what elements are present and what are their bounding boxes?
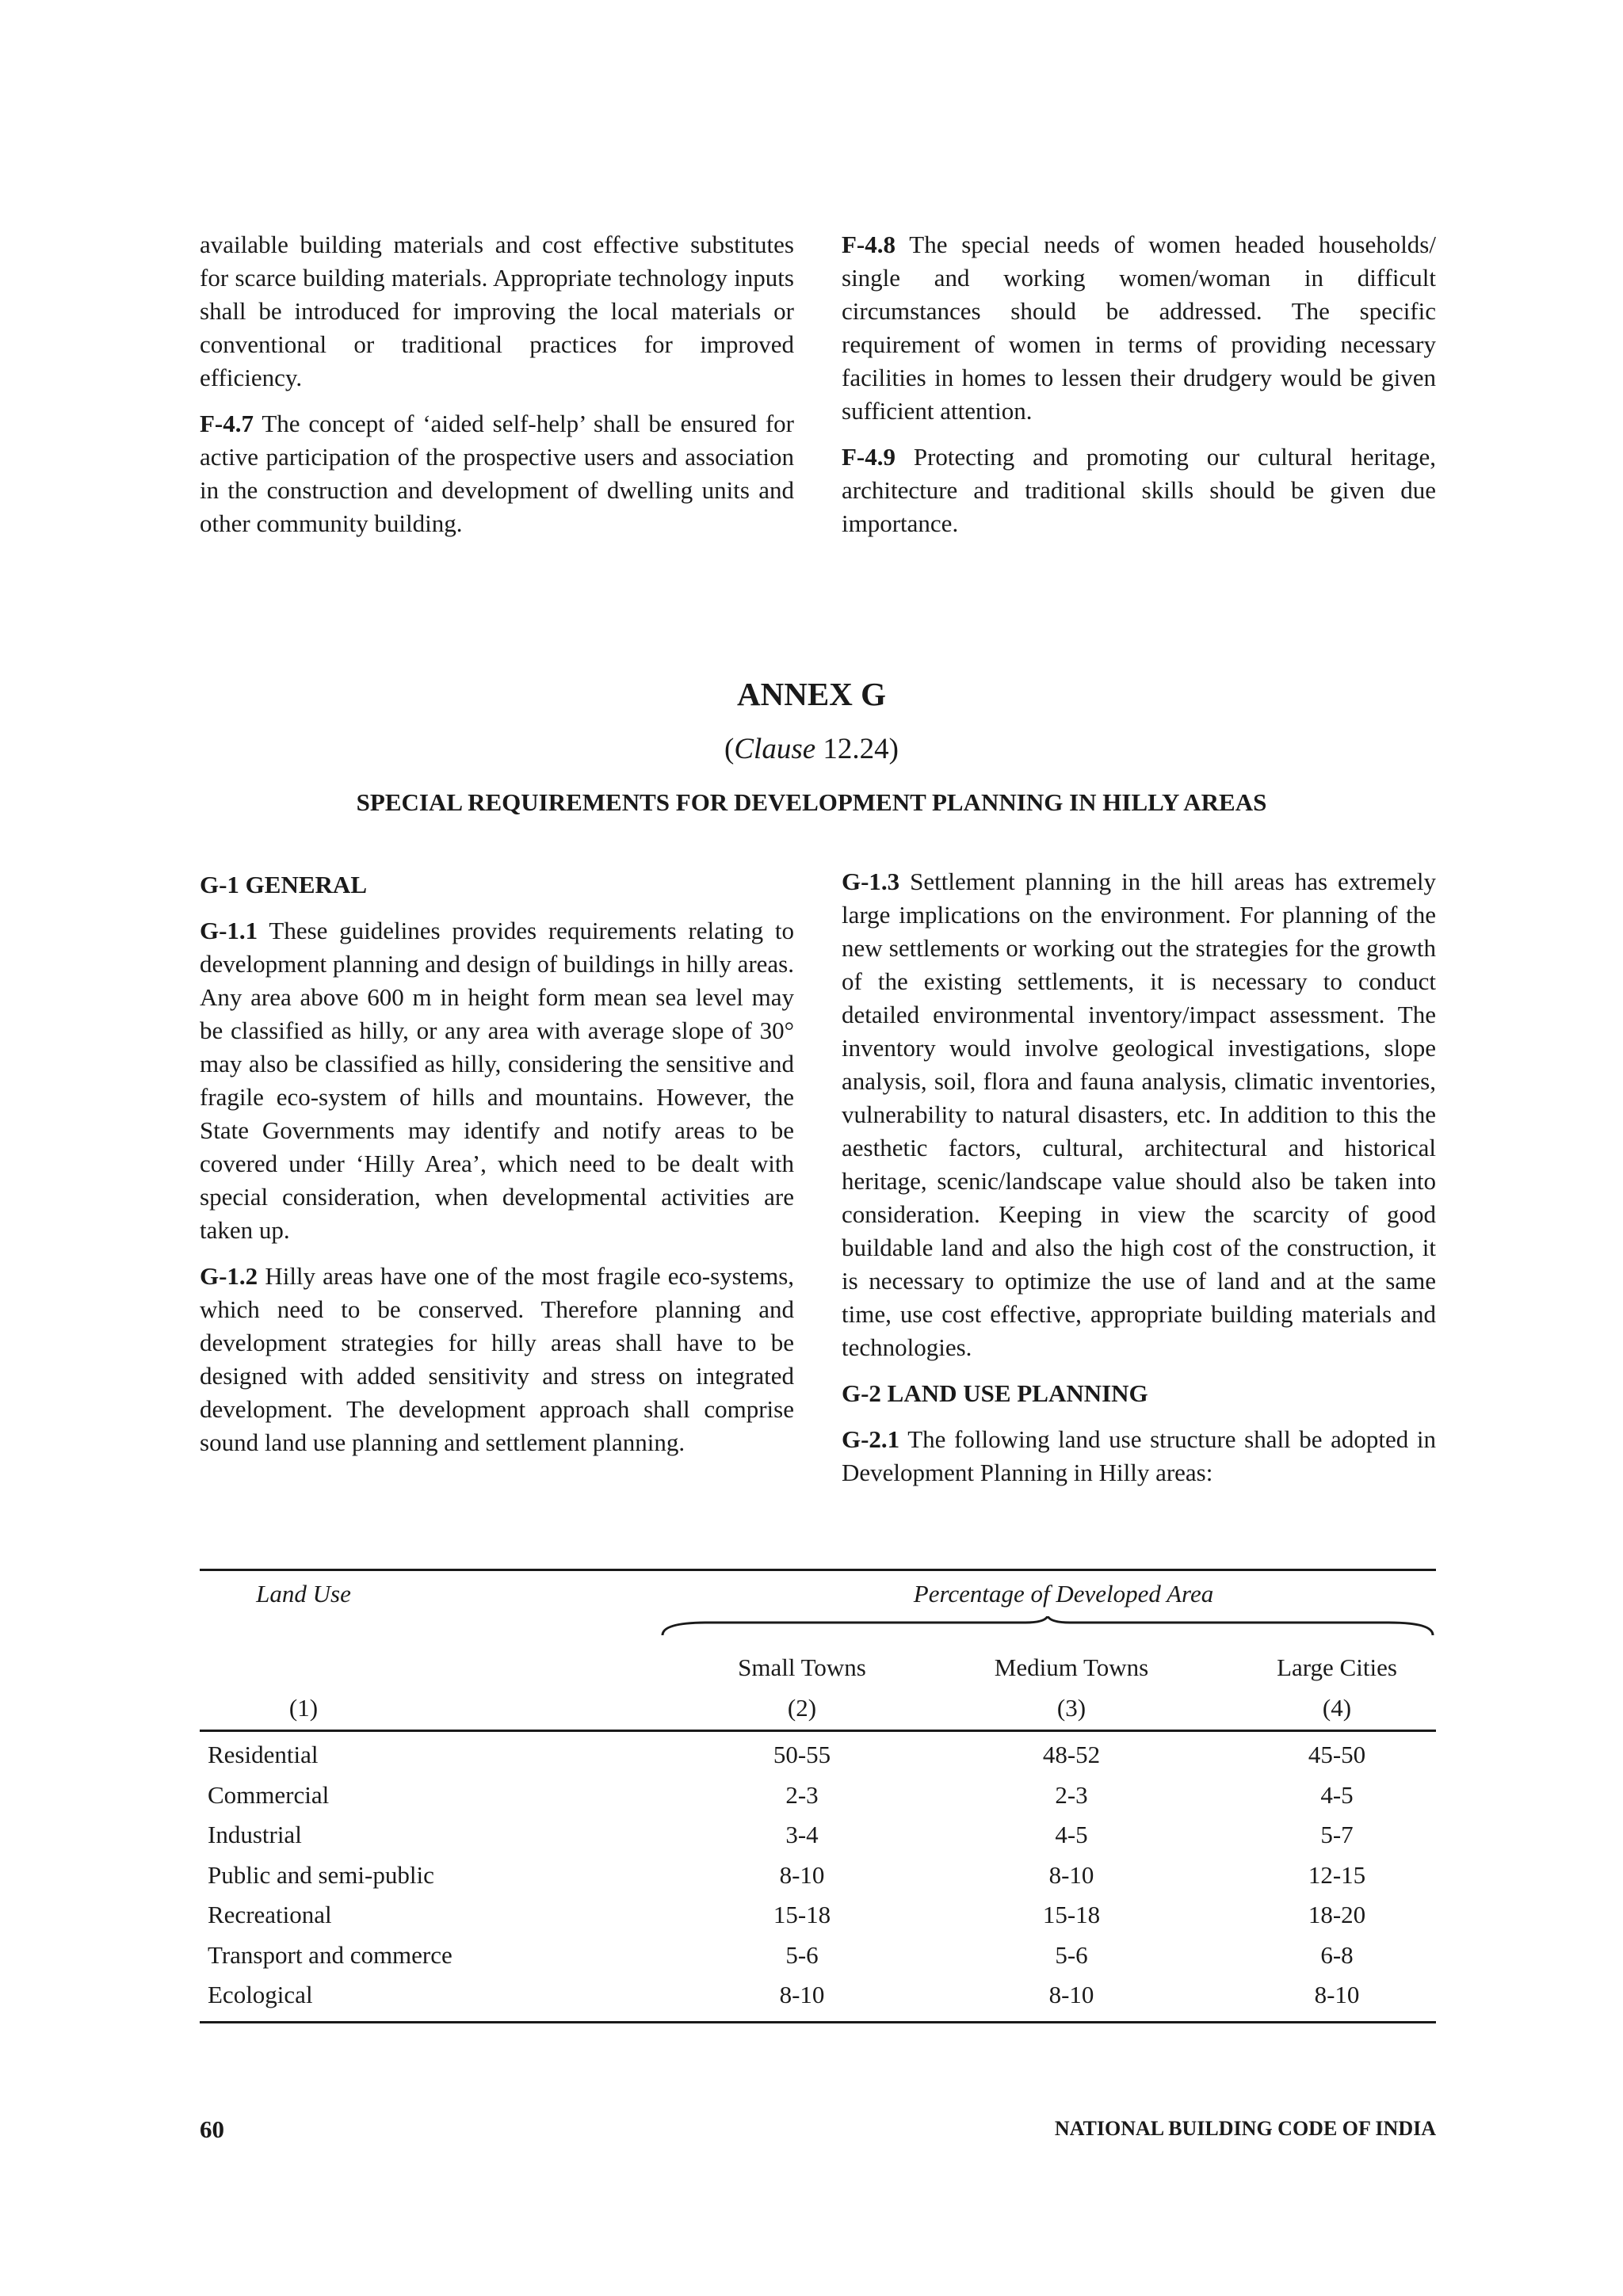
land-use-cell: Transport and commerce: [208, 1940, 453, 1969]
paragraph-text: The concept of ‘aided self-help’ shall be ensured for active participation of the prospective users and association in the construction and development of dwelling units and other community building.: [200, 410, 794, 537]
percentage-cell: 45-50: [1308, 1741, 1366, 1768]
paragraph-text: Hilly areas have one of the most fragile eco-systems, which need to be conserved. Therefore planning and development strategies for hilly areas shall have to be designed with added sensitivity and stress on integrated development. The development approach shall comprise sound land use planning and settlement planning.: [200, 1262, 795, 1456]
percentage-cell: 2-3: [785, 1780, 819, 1809]
clause-reference: 12.24: [823, 733, 889, 765]
header-medium-towns: Medium Towns: [994, 1653, 1149, 1681]
clause-number: G-2.1: [842, 1425, 900, 1453]
paragraph-g-2-1: [842, 1423, 1436, 1489]
percentage-cell: 4-5: [1055, 1821, 1088, 1848]
percentage-cell: 12-15: [1308, 1860, 1366, 1889]
paragraph-text: The special needs of women headed households/ single and working women/woman in difficult circumstances should be addressed. The specific requirement of women in terms of providing necessary facilities in homes to lessen their drudgery would be given sufficient attention.: [842, 231, 1436, 425]
annex-clause: (Clause 12.24): [724, 733, 899, 765]
land-use-cell: Ecological: [208, 1981, 313, 2008]
paragraph-f-4-8: [842, 228, 1436, 428]
percentage-cell: 4-5: [1320, 1780, 1354, 1809]
percentage-cell: 8-10: [1314, 1981, 1360, 2008]
paragraph-f-4-9: [842, 441, 1436, 540]
clause-number: F-4.7: [200, 410, 254, 437]
paragraph-continuation: available building materials and cost effective substitutes for scarce building materials. Appropriate technology inputs shall be introduced for improving the local materials or conventional or traditional practices for improved efficiency.: [200, 231, 794, 391]
percentage-cell: 15-18: [773, 1901, 831, 1928]
clause-number: G-1.2: [200, 1262, 258, 1290]
land-use-cell: Public and semi-public: [208, 1860, 434, 1889]
section-heading-g-1: G-1 GENERAL: [200, 871, 367, 898]
page-number: 60: [200, 2115, 224, 2143]
paragraph-text: Protecting and promoting our cultural heritage, architecture and traditional skills should be given due importance.: [842, 443, 1436, 537]
land-use-cell: Industrial: [208, 1821, 302, 1848]
clause-number: F-4.8: [842, 231, 896, 258]
column-number-4: (4): [1322, 1694, 1352, 1722]
top-right-column: [842, 228, 1436, 553]
paragraph-f-4-7: [200, 407, 794, 540]
brace-icon: [659, 1616, 1436, 1638]
header-large-cities: Large Cities: [1277, 1653, 1397, 1681]
percentage-cell: 8-10: [1048, 1981, 1094, 2008]
column-number-1: (1): [288, 1694, 319, 1722]
percentage-cell: 5-6: [785, 1940, 819, 1969]
percentage-cell: 8-10: [1048, 1860, 1094, 1889]
annex-title: ANNEX G: [737, 676, 886, 712]
percentage-cell: 48-52: [1042, 1741, 1101, 1768]
paragraph-text: The following land use structure shall be adopted in Development Planning in Hilly areas:: [842, 1425, 1436, 1486]
paragraph-text: Settlement planning in the hill areas has extremely large implications on the environment. For planning of the new settlements or working out the strategies for the growth of the existing settlements, it is necessary to conduct detailed environmental inventory/impact assessment. The inventory would involve geological investigations, slope analysis, soil, flora and fauna analysis, climatic inventories, vulnerability to natural disasters, etc. In addition to this the aesthetic factors, cultural, architectural and historical heritage, scenic/landscape value should also be taken into consideration. Keeping in view the scarcity of good buildable land and also the high cost of the construction, it is necessary to optimize the use of land and at the same time, use cost effective, appropriate building materials and technologies.: [842, 868, 1436, 1361]
paragraph-g-1-1: [200, 914, 794, 1247]
clause-number: G-1.3: [842, 868, 900, 895]
percentage-cell: 18-20: [1308, 1901, 1366, 1928]
percentage-cell: 15-18: [1042, 1901, 1101, 1928]
publication-name: NATIONAL BUILDING CODE OF INDIA: [1054, 2117, 1436, 2140]
column-number-3: (3): [1056, 1694, 1086, 1722]
header-land-use: Land Use: [256, 1580, 351, 1608]
middle-right-column: [842, 865, 1436, 1502]
percentage-cell: 8-10: [779, 1981, 825, 2008]
paragraph-g-1-3: [842, 865, 1436, 1364]
top-left-column: [200, 228, 794, 553]
clause-label: Clause: [734, 733, 816, 765]
land-use-cell: Residential: [208, 1741, 319, 1768]
clause-number: F-4.9: [842, 443, 896, 471]
percentage-cell: 8-10: [779, 1860, 825, 1889]
table-bottom-rule: [200, 2021, 1436, 2023]
percentage-cell: 6-8: [1320, 1940, 1354, 1969]
land-use-cell: Recreational: [208, 1901, 332, 1928]
clause-number: G-1.1: [200, 917, 258, 944]
annex-subtitle: SPECIAL REQUIREMENTS FOR DEVELOPMENT PLANNING IN HILLY AREAS: [356, 788, 1267, 816]
percentage-cell: 5-7: [1320, 1821, 1354, 1848]
percentage-cell: 5-6: [1055, 1940, 1088, 1969]
header-percentage: Percentage of Developed Area: [913, 1580, 1214, 1608]
table-top-rule: [200, 1569, 1436, 1571]
paragraph-g-1-2: [200, 1260, 794, 1459]
percentage-cell: 3-4: [785, 1821, 819, 1848]
middle-left-column: [200, 868, 794, 1472]
header-small-towns: Small Towns: [738, 1653, 866, 1681]
paragraph-text: These guidelines provides requirements relating to development planning and design of buildings in hilly areas. Any area above 600 m in height form mean sea level may be classified as hilly, or any area with average slope of 30° may also be classified as hilly, considering the sensitive and fragile eco-system of hills and mountains. However, the State Governments may identify and notify areas to be covered under ‘Hilly Area’, which need to be dealt with special consideration, when developmental activities are taken up.: [200, 917, 794, 1244]
percentage-cell: 50-55: [773, 1741, 831, 1768]
percentage-cell: 2-3: [1055, 1780, 1088, 1809]
column-number-2: (2): [787, 1694, 817, 1722]
section-heading-g-2: G-2 LAND USE PLANNING: [842, 1379, 1148, 1407]
land-use-cell: Commercial: [208, 1780, 330, 1809]
table-header-rule: [200, 1730, 1436, 1732]
